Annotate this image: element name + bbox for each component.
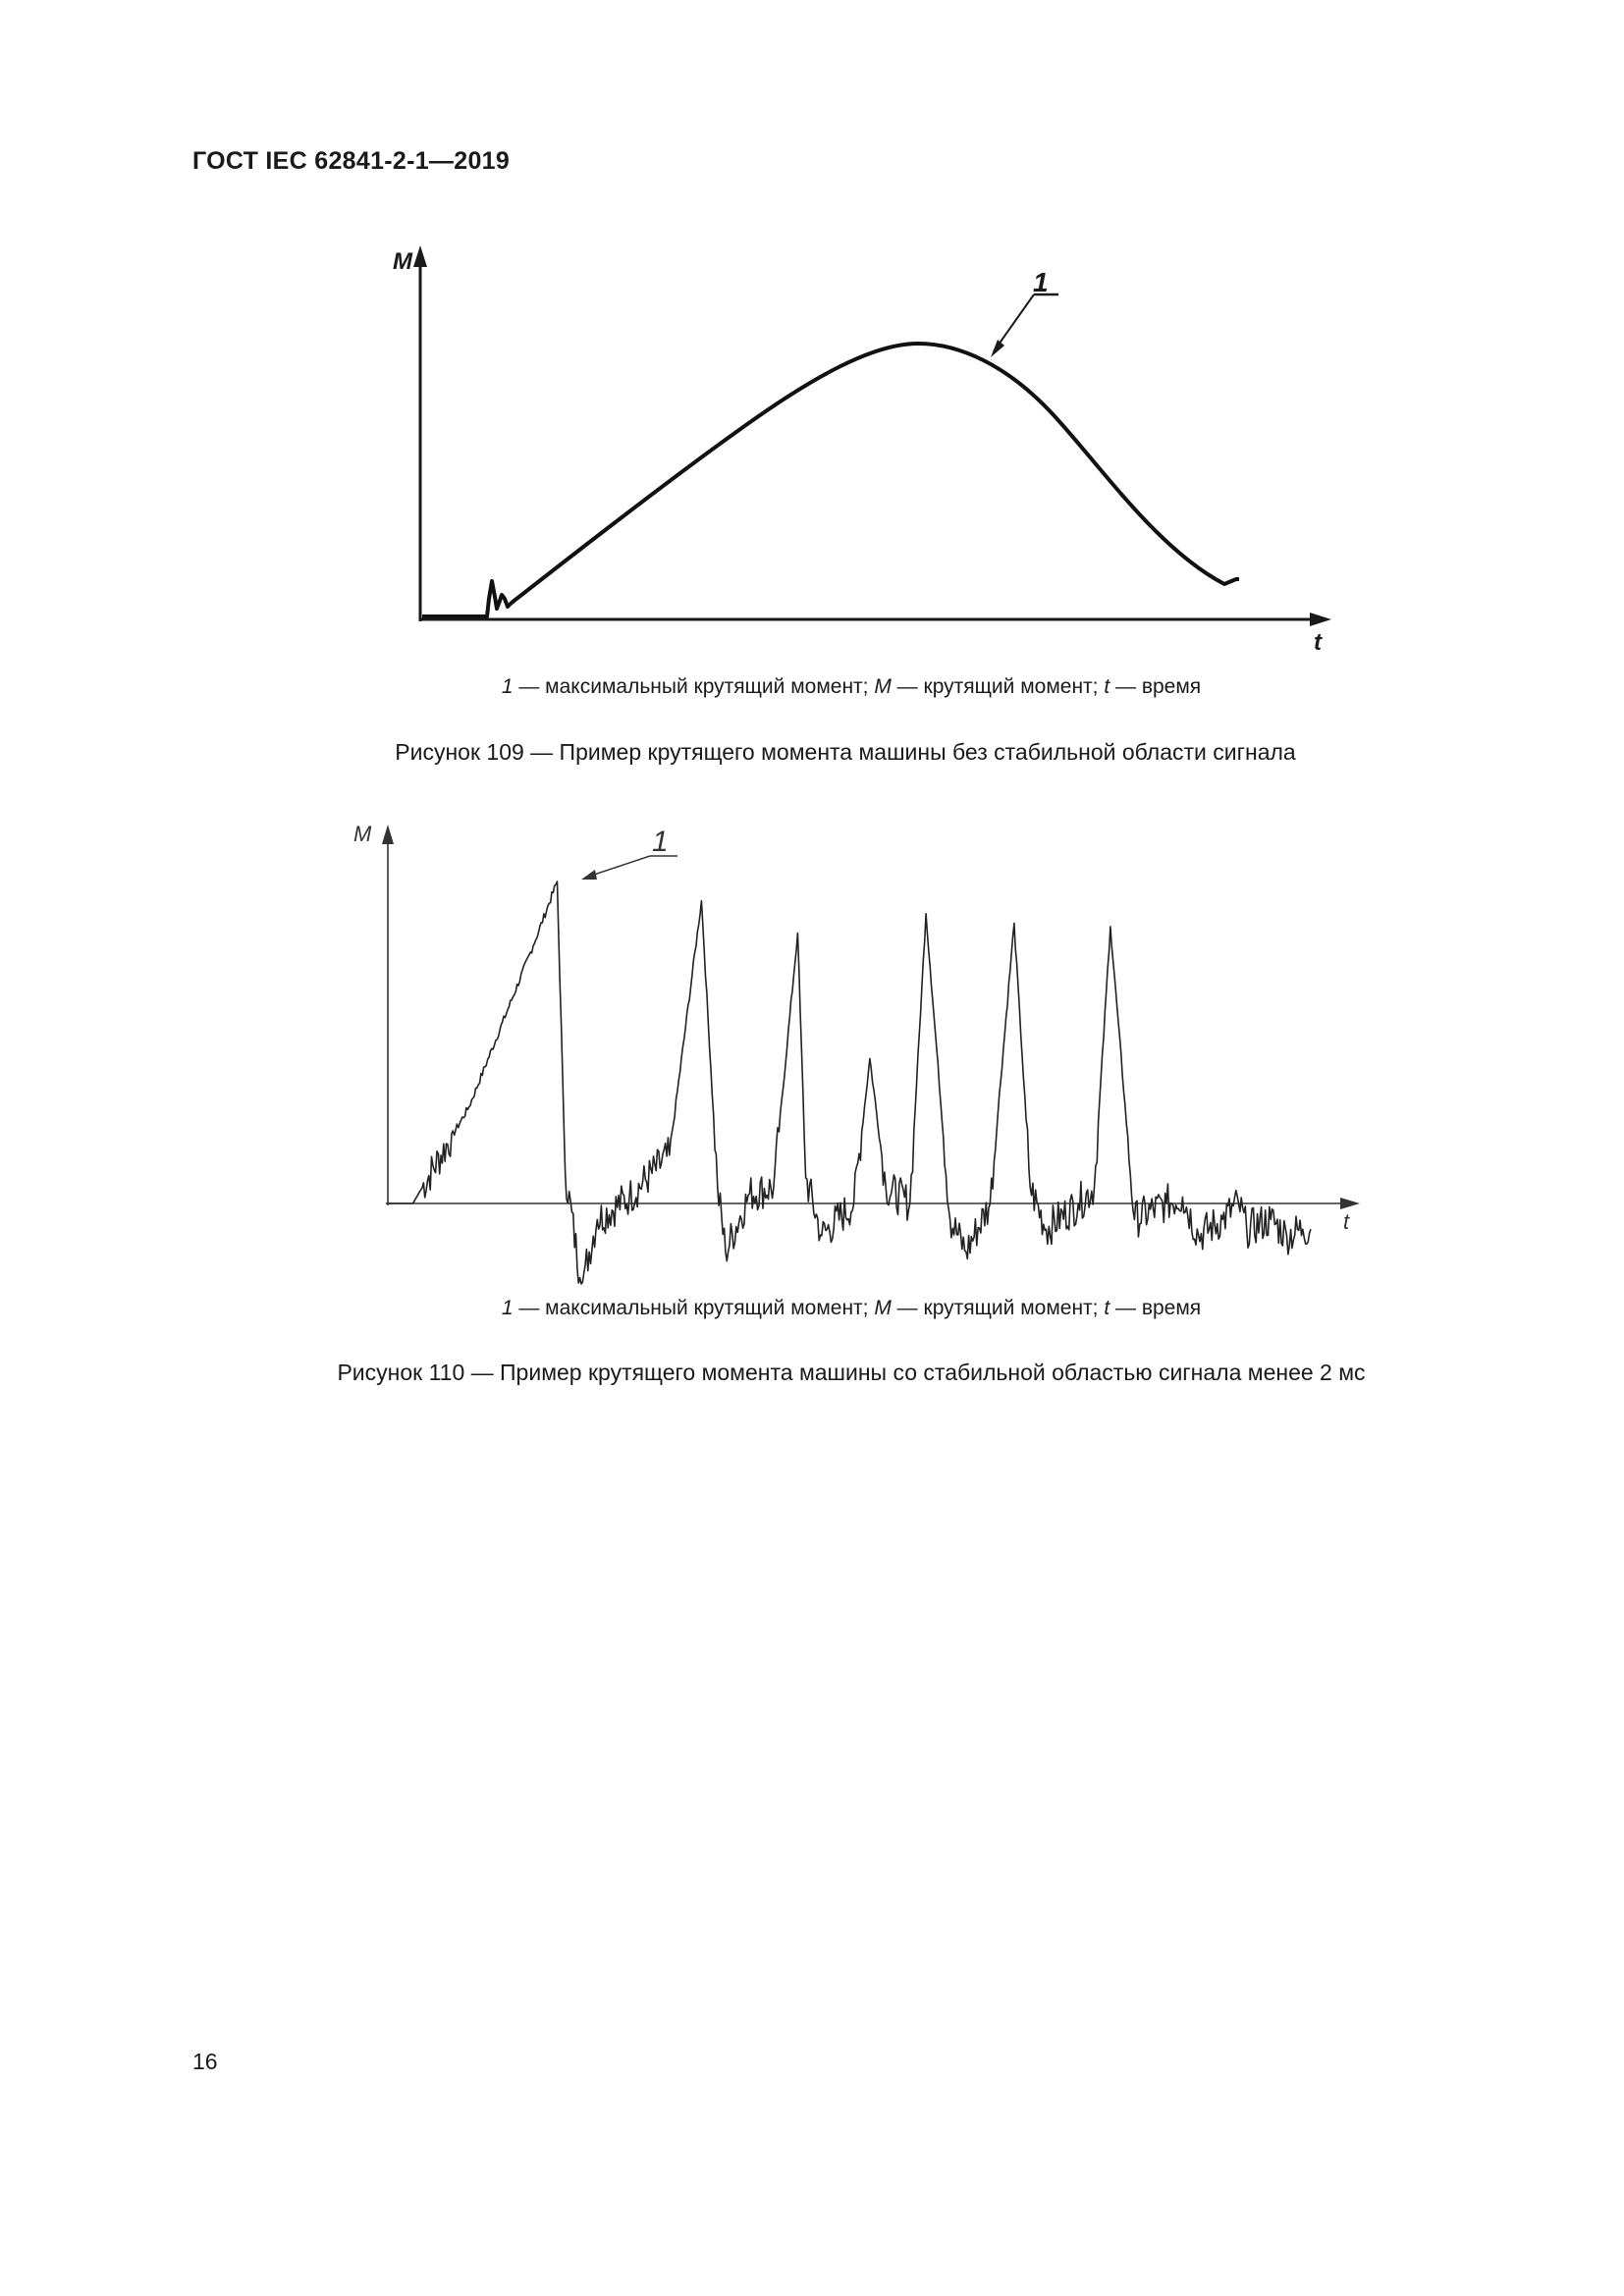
fig109-legend [39,675,1624,699]
fig109-y-axis [413,245,427,621]
legend-desc-t: — время [1110,675,1202,698]
fig109-marker-label: 1 [1033,267,1049,297]
fig109-marker-1 [991,267,1058,357]
fig109-x-axis [420,613,1331,626]
legend-desc-1: — максимальный крутящий момент; [513,1297,875,1319]
fig110-torque-signal [389,881,1311,1284]
fig110-x-axis-label: t [1343,1209,1350,1234]
legend-key-m: M [874,1297,892,1319]
fig110-x-axis [386,1198,1360,1209]
fig110-y-axis [382,825,394,1205]
legend-key-1: 1 [501,675,514,698]
fig110-marker-label: 1 [652,826,669,858]
legend-key-t: t [1104,1297,1110,1319]
fig109-y-axis-label: M [393,248,412,275]
legend-desc-1: — максимальный крутящий момент; [513,675,875,698]
figure-109-chart [0,236,1624,667]
figure-110-chart [0,785,1624,1315]
fig110-marker-1 [581,826,677,880]
legend-desc-m: — крутящий момент; [891,675,1105,698]
legend-key-t: t [1104,675,1110,698]
figure-110-caption: Рисунок 110 — Пример крутящего момента машины со стабильной областью сигнала менее 2 мс [337,1360,1366,1385]
legend-desc-m: — крутящий момент; [891,1297,1105,1319]
page-number: 16 [192,2049,218,2074]
legend-key-m: M [874,675,892,698]
legend-key-1: 1 [501,1297,514,1319]
fig109-torque-curve [422,344,1239,616]
fig109-x-axis-label: t [1314,629,1322,656]
document-header: ГОСТ IEC 62841-2-1—2019 [192,147,511,175]
fig110-legend [39,1297,1624,1320]
legend-desc-t: — время [1110,1297,1202,1319]
fig110-y-axis-label: M [353,822,372,846]
figure-109-caption: Рисунок 109 — Пример крутящего момента машины без стабильной области сигнала [395,739,1296,765]
